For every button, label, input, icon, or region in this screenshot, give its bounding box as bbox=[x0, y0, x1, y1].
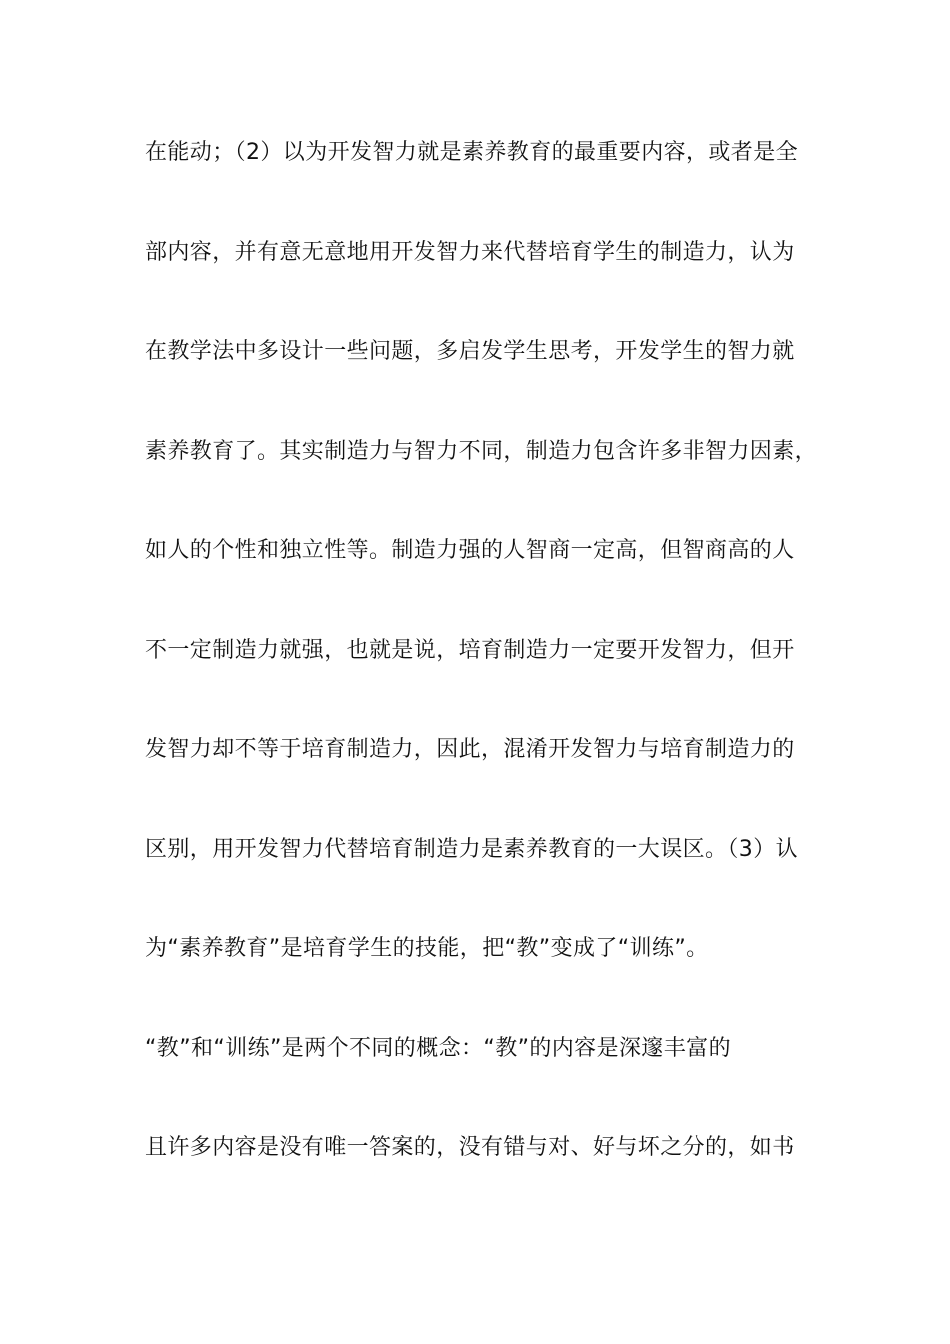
text-line-5: 如人的个性和独立性等。制造力强的人智商一定高，但智商高的人 bbox=[145, 538, 795, 563]
text-line-1: 在能动；（2）以为开发智力就是素养教育的最重要内容，或者是全 bbox=[145, 140, 798, 165]
text-line-7: 发智力却不等于培育制造力，因此，混淆开发智力与培育制造力的 bbox=[145, 737, 795, 762]
text-line-4: 素养教育了。其实制造力与智力不同，制造力包含许多非智力因素， bbox=[145, 438, 818, 464]
text-line-2: 部内容，并有意无意地用开发智力来代替培育学生的制造力，认为 bbox=[145, 239, 795, 265]
body-text bbox=[145, 128, 825, 1223]
text-line-8: 区别，用开发智力代替培育制造力是素养教育的一大误区。（3）认 bbox=[145, 836, 798, 862]
text-line-6: 不一定制造力就强，也就是说，培育制造力一定要开发智力，但开 bbox=[145, 637, 795, 663]
text-line-9: 为“素养教育”是培育学生的技能，把“教”变成了“训练”。 bbox=[145, 936, 709, 961]
text-line-11: 且许多内容是没有唯一答案的，没有错与对、好与坏之分的，如书 bbox=[145, 1135, 795, 1160]
text-line-3: 在教学法中多设计一些问题，多启发学生思考，开发学生的智力就 bbox=[145, 339, 795, 364]
text-line-10: “教”和“训练”是两个不同的概念：“教”的内容是深邃丰富的 bbox=[145, 1035, 731, 1061]
